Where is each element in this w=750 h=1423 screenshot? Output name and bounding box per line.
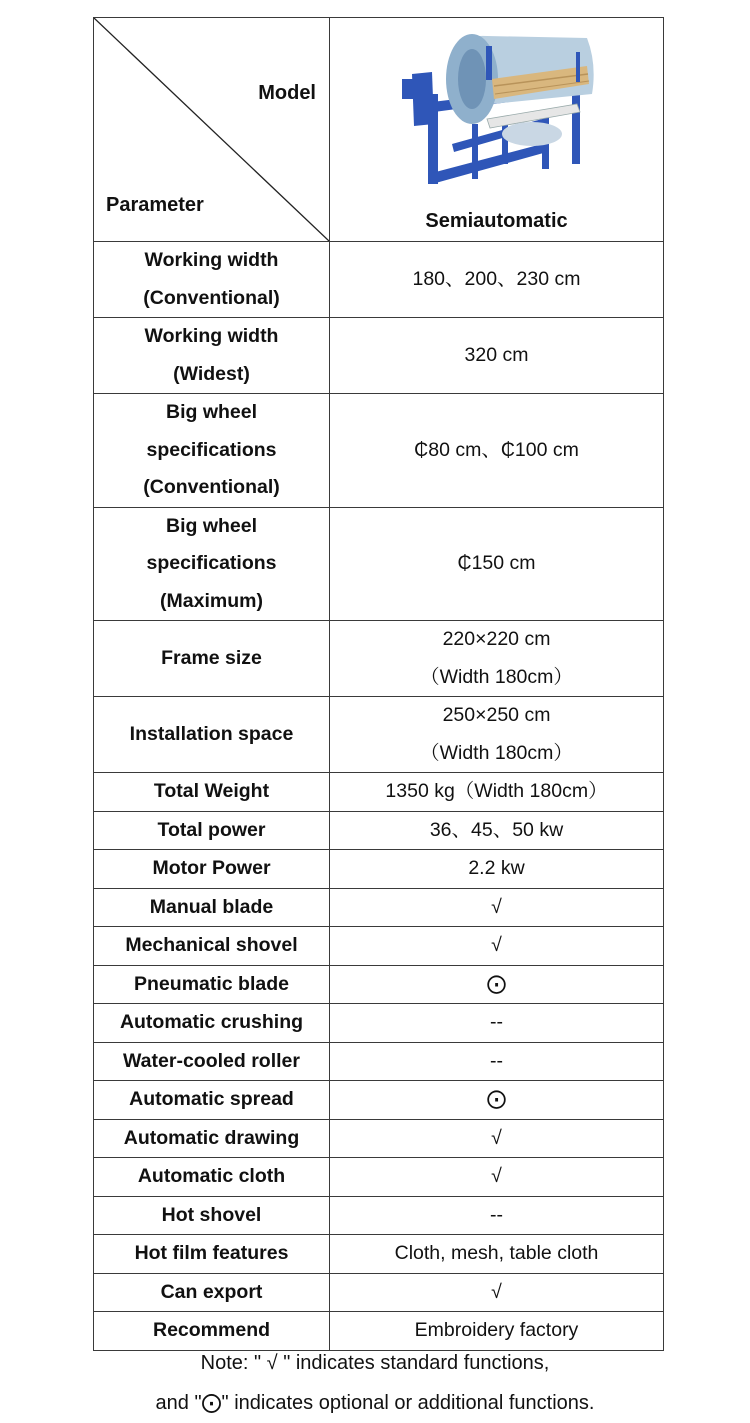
- parameter-label: Recommend: [152, 1319, 271, 1341]
- value-text: （Width 180cm）: [420, 741, 573, 764]
- value-text: √: [491, 1280, 502, 1303]
- parameter-cell: [94, 965, 330, 1004]
- parameter-cell: [94, 888, 330, 927]
- value-text: 250×250 cm: [442, 704, 551, 726]
- value-cell: [330, 965, 664, 1004]
- parameter-label: Frame size: [161, 646, 262, 669]
- parameter-label: (Maximum): [160, 589, 263, 612]
- parameter-cell: [94, 773, 330, 812]
- value-text: √: [491, 895, 502, 918]
- parameter-cell: [94, 1119, 330, 1158]
- value-cell: [330, 1196, 664, 1235]
- parameter-cell: [94, 318, 330, 394]
- parameter-cell: [94, 1158, 330, 1197]
- value-text: 220×220 cm: [442, 628, 551, 650]
- value-cell: [330, 1042, 664, 1081]
- machine-image-icon: [392, 24, 606, 192]
- value-text: （Width 180cm）: [420, 665, 573, 688]
- parameter-label: Big wheel: [165, 514, 258, 537]
- table-row: [94, 242, 664, 318]
- value-cell: [330, 242, 664, 318]
- parameter-label: (Conventional): [143, 286, 280, 309]
- parameter-cell: [94, 242, 330, 318]
- table-row: [94, 1196, 664, 1235]
- value-text: ⨀: [486, 1088, 507, 1110]
- value-cell: [330, 1004, 664, 1043]
- parameter-cell: [94, 1004, 330, 1043]
- parameter-cell: [94, 811, 330, 850]
- table-row: [94, 1158, 664, 1197]
- value-cell: [330, 1158, 664, 1197]
- parameter-label: Big wheel: [165, 401, 258, 423]
- parameter-cell: [94, 507, 330, 621]
- table-row: [94, 850, 664, 889]
- parameter-label: Mechanical shovel: [125, 934, 298, 956]
- table-row: [94, 927, 664, 966]
- value-text: --: [490, 1203, 503, 1226]
- table-row: [94, 1273, 664, 1312]
- table-row: [94, 1004, 664, 1043]
- value-text: 1350 kg（Width 180cm）: [385, 780, 608, 802]
- table-row: [94, 1312, 664, 1351]
- value-text: √: [491, 1165, 502, 1187]
- value-cell: [330, 927, 664, 966]
- parameter-label: Automatic cloth: [137, 1165, 286, 1187]
- parameter-label: Manual blade: [149, 895, 274, 918]
- parameter-label: Hot shovel: [161, 1203, 262, 1226]
- parameter-cell: [94, 394, 330, 508]
- parameter-label: Installation space: [129, 722, 294, 745]
- value-text: 320 cm: [464, 343, 529, 366]
- model-cell: [330, 18, 664, 242]
- value-cell: [330, 1235, 664, 1274]
- parameter-label: (Widest): [173, 362, 250, 385]
- table-row: [94, 811, 664, 850]
- table-row: [94, 1042, 664, 1081]
- value-text: Embroidery factory: [414, 1319, 579, 1341]
- parameter-label: Automatic drawing: [123, 1126, 300, 1149]
- parameter-label: Working width: [144, 325, 279, 347]
- value-text: 36、45、50 kw: [429, 818, 564, 841]
- parameter-label: Motor Power: [152, 857, 271, 879]
- table-row: [94, 965, 664, 1004]
- table-row: [94, 1119, 664, 1158]
- value-text: √: [491, 1126, 502, 1149]
- value-cell: [330, 773, 664, 812]
- parameter-label: Can export: [160, 1280, 263, 1303]
- parameter-cell: [94, 927, 330, 966]
- value-cell: [330, 1273, 664, 1312]
- header-diagonal-cell: [94, 18, 330, 242]
- parameter-cell: [94, 1196, 330, 1235]
- parameter-cell: [94, 1235, 330, 1274]
- table-row: [94, 888, 664, 927]
- value-cell: [330, 888, 664, 927]
- value-text: √: [491, 934, 502, 956]
- note-line-1: Note: " √ " indicates standard functions,: [200, 1352, 550, 1374]
- value-cell: [330, 507, 664, 621]
- value-cell: [330, 1081, 664, 1120]
- parameter-label: Hot film features: [134, 1242, 289, 1264]
- value-text: --: [490, 1011, 503, 1033]
- value-cell: [330, 1312, 664, 1351]
- table-row: [94, 697, 664, 773]
- table-row: [94, 507, 664, 621]
- value-text: 2.2 kw: [468, 857, 525, 879]
- parameter-cell: [94, 850, 330, 889]
- value-text: 180、200、230 cm: [412, 267, 581, 290]
- parameter-label: Automatic spread: [129, 1088, 294, 1110]
- parameter-label: specifications: [146, 552, 277, 574]
- value-cell: [330, 850, 664, 889]
- parameter-cell: [94, 1312, 330, 1351]
- value-cell: [330, 621, 664, 697]
- value-cell: [330, 394, 664, 508]
- model-name: Semiautomatic: [425, 210, 568, 232]
- table-row: [94, 1081, 664, 1120]
- value-text: ₵150 cm: [457, 552, 536, 574]
- model-label: Model: [258, 82, 316, 104]
- value-cell: [330, 318, 664, 394]
- parameter-label: Total Weight: [153, 780, 270, 802]
- parameter-cell: [94, 697, 330, 773]
- parameter-cell: [94, 1081, 330, 1120]
- spec-table: [93, 17, 664, 1351]
- header-row: [94, 18, 664, 242]
- value-text: ₵80 cm、₵100 cm: [414, 438, 579, 461]
- table-row: [94, 394, 664, 508]
- value-text: Cloth, mesh, table cloth: [394, 1242, 599, 1264]
- note-line-2: and "⨀" indicates optional or additional functions.: [155, 1392, 595, 1414]
- parameter-label: Automatic crushing: [119, 1011, 304, 1033]
- parameter-cell: [94, 1042, 330, 1081]
- parameter-cell: [94, 1273, 330, 1312]
- value-cell: [330, 697, 664, 773]
- parameter-label: Total power: [157, 818, 266, 841]
- parameter-label: Working width: [144, 249, 279, 271]
- parameter-cell: [94, 621, 330, 697]
- parameter-label: Parameter: [106, 194, 204, 216]
- table-row: [94, 318, 664, 394]
- parameter-label: (Conventional): [143, 476, 280, 498]
- parameter-label: specifications: [146, 438, 277, 461]
- value-cell: [330, 811, 664, 850]
- table-row: [94, 773, 664, 812]
- parameter-label: Pneumatic blade: [134, 972, 289, 995]
- value-text: --: [490, 1049, 503, 1072]
- value-cell: [330, 1119, 664, 1158]
- value-text: ⨀: [486, 972, 507, 995]
- parameter-label: Water-cooled roller: [123, 1049, 300, 1072]
- table-row: [94, 621, 664, 697]
- table-row: [94, 1235, 664, 1274]
